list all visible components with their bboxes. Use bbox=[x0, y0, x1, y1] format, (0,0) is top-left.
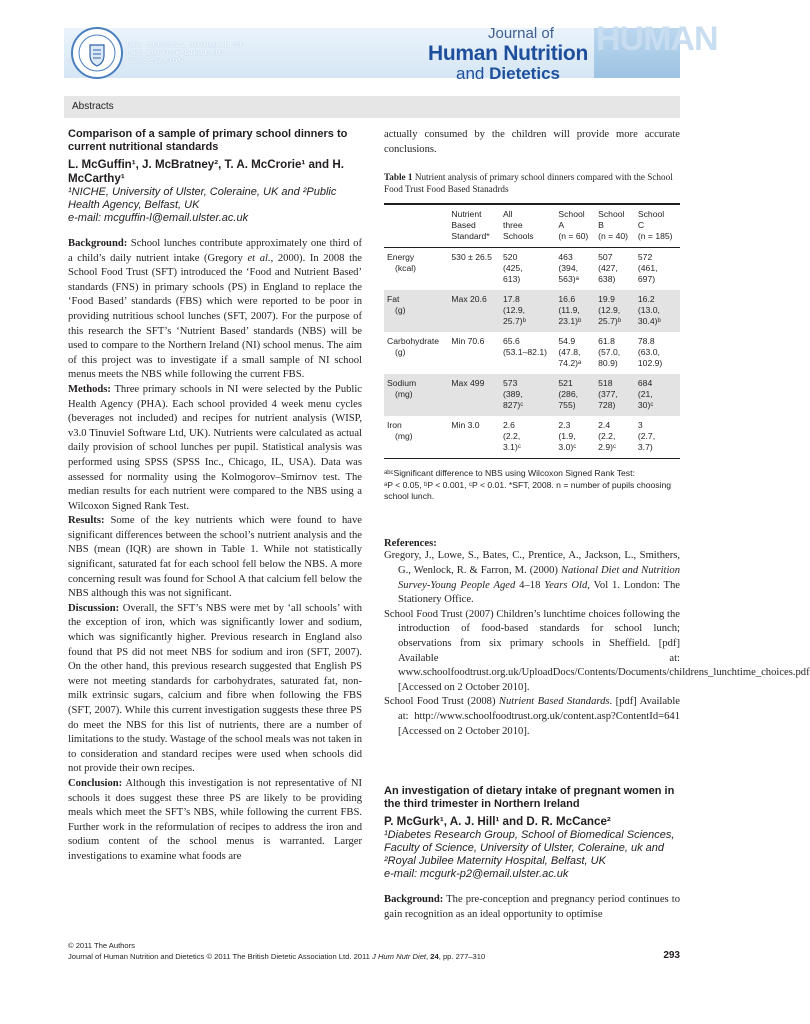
article1-methods: Methods: Three primary schools in NI were selected by the Public Health Agency (PHA). Each school provided 4 week menu cycles (beverages not included) and recipes for nutrient analysis (WISP, v3.0 Tinuviel Software Ltd, UK). Nutrients were calculated as actual daily provision of school lunches per pupil. Statistical analysis was performed using SPSS (SPSS Inc., Chicago, IL, USA). Data was assessed for normality using the Kolmogorov–Smirnov test. The median results for each nutrient were compared to the NBS using a Wilcoxon Signed Rank Test. bbox=[68, 383, 363, 512]
table-cell-standard: Min 3.0 bbox=[451, 420, 480, 431]
section-label: Abstracts bbox=[72, 101, 114, 112]
table-cell-value: 65.6 (53.1–82.1) bbox=[503, 336, 547, 358]
article1-results: Results: Some of the key nutrients which were found to have significant differences between the school’s nutrient analysis and the NBS (mean (IQR) are shown in Table 1. While not statistically significant, saturated fat for each school fell below the NBS. A more concerning result was found for School A that calcium fell below the NBS although this was not significant. bbox=[68, 515, 362, 600]
page-number: 293 bbox=[663, 950, 680, 961]
article2-affiliation: ¹Diabetes Research Group, School of Biomedical Sciences, Faculty of Science, University of Ulster, Coleraine, uk and ²Royal Jubilee Maternity Hospital, Belfast, UK e-mail: mcgurk-p2@email.ulster.ac.uk bbox=[384, 829, 680, 881]
table-cell-value: 17.8 (12.9, 25.7)ᵇ bbox=[503, 294, 526, 327]
table-cell-value: 518 (377, 728) bbox=[598, 378, 618, 411]
table-footnote: ᵃᵇᶜSignificant difference to NBS using Wilcoxon Signed Rank Test: ᵃP < 0.05, ᵇP < 0.001, ᶜP < 0.01. *SFT, 2008. n = number of pupils choosing school lunch. bbox=[384, 468, 672, 501]
table-cell-value: 521 (286, 755) bbox=[558, 378, 578, 411]
table-cell-value: 2.4 (2.2, 2.9)ᶜ bbox=[598, 420, 617, 453]
table-row bbox=[384, 290, 680, 332]
journal-title-line3: and Dietetics bbox=[456, 64, 560, 83]
table-body bbox=[384, 248, 680, 459]
table-cell-value: 61.8 (57.0, 80.9) bbox=[598, 336, 621, 369]
journal-title-line1: Journal of bbox=[488, 25, 554, 42]
association-name: THE OFFICIAL JOURNAL OF THE BRITISH DIETETIC ASSOCIATION bbox=[126, 43, 245, 65]
page-footer bbox=[68, 940, 680, 962]
article1-email: e-mail: mcguffin-l@email.ulster.ac.uk bbox=[68, 212, 249, 224]
table-cell-value: 78.8 (63.0, 102.9) bbox=[637, 336, 663, 369]
article1-title: Comparison of a sample of primary school dinners to current nutritional standards bbox=[68, 128, 348, 153]
table-cell-value: 463 (394, 563)ᵃ bbox=[558, 252, 579, 285]
journal-header bbox=[64, 20, 718, 84]
left-column bbox=[68, 128, 362, 865]
table-cell-nutrient: Sodium (mg) bbox=[387, 378, 417, 400]
table-header-cell bbox=[384, 204, 448, 248]
table-cell-value: 573 (389, 827)ᶜ bbox=[503, 378, 524, 411]
article1-conclusion: Conclusion: Although this investigation is not representative of NI schools it does suggest these three PS are likely to be providing meals which meet the SFT’s NBS, while following the current FBS. Further work in the reformulation of recipes to address the iron and sodium content of the school menus is warranted. Larger investigations to examine what foods are bbox=[68, 777, 362, 862]
header-watermark-block bbox=[594, 20, 718, 78]
table-cell-standard: 530 ± 26.5 bbox=[451, 252, 492, 263]
header-watermark: HUMAN bbox=[596, 20, 718, 58]
table-cell-value: 684 (21, 30)ᶜ bbox=[637, 378, 654, 411]
table-cell-nutrient: Iron (mg) bbox=[387, 420, 413, 442]
section-bar bbox=[64, 96, 680, 118]
table-header-row bbox=[384, 204, 680, 248]
article1-background: Background: School lunches contribute approximately one third of a child’s daily nutrient intake (Gregory et al., 2000). In 2008 the School Food Trust (SFT) introduced the ‘Food and Nutrient Based’ standards (FNS) in primary schools (PS) in England to replace the ‘Food Based’ standards (FBS) which were reported to be poor in providing nutritious school lunches (SFT, 2007). For the purpose of this research the SFT’s ‘Nutrient Based’ standards (NBS) will be used to compare to the Northern Ireland (NI) school menus. The aim of this project was to investigate if a small sample of NI school menus meets the NBS while following the current FBS. bbox=[68, 238, 363, 381]
article2-authors: P. McGurk¹, A. J. Hill¹ and D. R. McCance² bbox=[384, 815, 611, 829]
footer-citation: Journal of Human Nutrition and Dietetics © 2011 The British Dietetic Association Ltd. 2011 J Hum Nutr Diet, 24, pp. 277–310 bbox=[68, 952, 486, 961]
table-caption: Table 1 Nutrient analysis of primary school dinners compared with the School Food Trust Food Based Stanadrds bbox=[384, 172, 673, 195]
table-header-cell: School B (n = 40) bbox=[598, 209, 629, 242]
table-cell-nutrient: Carbohydrate (g) bbox=[387, 336, 440, 358]
table-header-cell: School C (n = 185) bbox=[637, 209, 673, 242]
association-seal-icon bbox=[70, 26, 124, 80]
table-header-cell: School A (n = 60) bbox=[558, 209, 589, 242]
table-cell-value: 54.9 (47.8, 74.2)ᵃ bbox=[558, 336, 582, 369]
journal-title-line2: Human Nutrition bbox=[428, 42, 588, 65]
nutrient-table bbox=[384, 203, 680, 459]
table-cell-value: 2.3 (1.9, 3.0)ᶜ bbox=[558, 420, 577, 453]
table-cell-value: 507 (427, 638) bbox=[598, 252, 618, 285]
article1-affiliation: ¹NICHE, University of Ulster, Coleraine, UK and ²Public Health Agency, Belfast, UK e-mail: mcguffin-l@email.ulster.ac.uk bbox=[68, 186, 362, 225]
footer-copyright: © 2011 The Authors bbox=[68, 941, 135, 950]
table-cell-nutrient: Fat (g) bbox=[387, 294, 406, 316]
article2-background: Background: The pre-conception and pregnancy period continues to gain recognition as an ideal opportunity to optimise bbox=[384, 894, 680, 920]
table-row bbox=[384, 332, 680, 374]
table-cell-value: 16.6 (11.9, 23.1)ᵇ bbox=[558, 294, 582, 327]
references-heading: References: bbox=[384, 538, 437, 550]
table-cell-value: 2.6 (2.2, 3.1)ᶜ bbox=[503, 420, 521, 453]
table-cell-value: 16.2 (13.0, 30.4)ᵇ bbox=[637, 294, 661, 327]
article2-email: e-mail: mcgurk-p2@email.ulster.ac.uk bbox=[384, 868, 569, 881]
table-row bbox=[384, 416, 680, 459]
table-cell-nutrient: Energy (kcal) bbox=[387, 252, 417, 274]
table-row bbox=[384, 374, 680, 416]
table-cell-value: 520 (425, 613) bbox=[503, 252, 523, 285]
table-cell-standard: Min 70.6 bbox=[451, 336, 485, 347]
table-row bbox=[384, 248, 680, 291]
table-cell-standard: Max 499 bbox=[451, 378, 485, 389]
article1-authors: L. McGuffin¹, J. McBratney², T. A. McCrorie¹ and H. McCarthy¹ bbox=[68, 158, 344, 185]
table-cell-value: 3 (2.7, 3.7) bbox=[637, 420, 656, 453]
reference-1: Gregory, J., Lowe, S., Bates, C., Prentice, A., Jackson, L., Smithers, G., Wenlock, R. & Farron, M. (2000) National Diet and Nutrition Survey-Young People Aged 4–18 Years Old, Vol 1. London: The Stationery Office. bbox=[384, 550, 680, 606]
table-header-cell: Nutrient Based Standard* bbox=[451, 209, 490, 242]
reference-3: School Food Trust (2008) Nutrient Based Standards. [pdf] Available at: http://www.schoolfoodtrust.org.uk/content.asp?ContentId=641 [Accessed on 2 October 2010]. bbox=[384, 696, 680, 737]
reference-2: School Food Trust (2007) Children’s lunchtime choices following the introduction of food-based standards for school lunch; observations from six primary schools in Sheffield. [pdf] Available at: www.schoolfoodtrust.org.uk/UploadDocs/Contents/Documents/childrens_lunchtime_choices.pdf [Accessed on 2 October 2010]. bbox=[384, 608, 810, 693]
table-header-cell: All three Schools bbox=[503, 209, 534, 242]
article1-continuation: actually consumed by the children will provide more accurate conclusions. bbox=[384, 129, 680, 155]
table-cell-value: 19.9 (12.9, 25.7)ᵇ bbox=[598, 294, 621, 327]
article2-title: An investigation of dietary intake of pregnant women in the third trimester in Northern Ireland bbox=[384, 785, 675, 811]
table-cell-value: 572 (461, 697) bbox=[637, 252, 658, 285]
article1-discussion: Discussion: Overall, the SFT’s NBS were met by ‘all schools’ with the exception of iron, which was significantly lower and sodium, which was significantly higher. Previous research in England also found that PS did not meet NBS for sodium and iron (SFT, 2007). On the other hand, this previous research suggested that English PS were not meeting standards for carbohydrates, saturated fat, non-milk extrinsic sugars, calcium and fibre when following the FBS (SFT, 2007). While this current investigation suggests these three PS do meet the NBS for this list of nutrients, there are a number of limitations to the study. Wastage of the school meals was not taken in to consideration and standard recipes were used when schools did not provide their own recipes. bbox=[68, 602, 362, 775]
right-column bbox=[384, 128, 810, 922]
table-cell-standard: Max 20.6 bbox=[451, 294, 487, 305]
